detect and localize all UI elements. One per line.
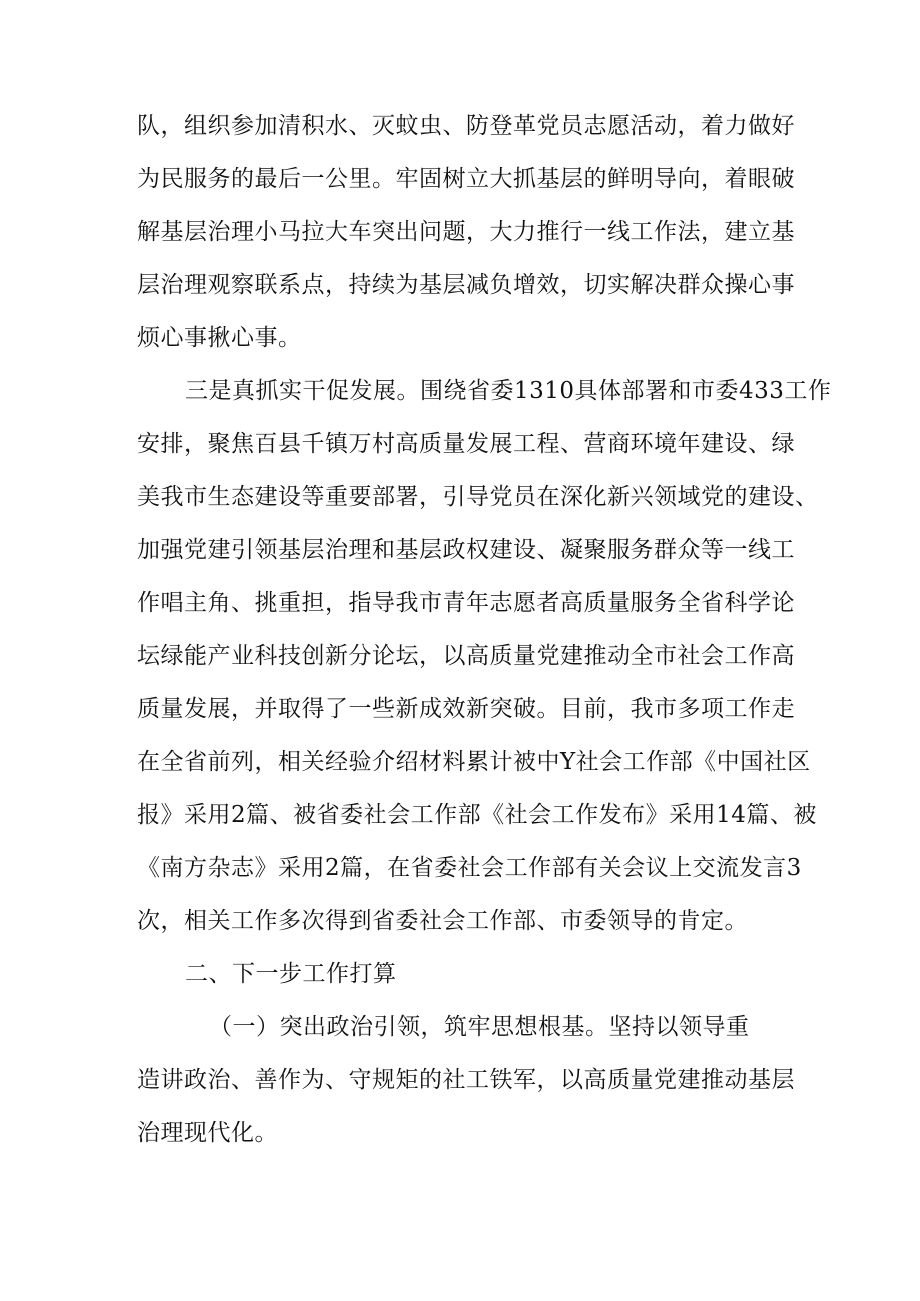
text-line: 安排，聚焦百县千镇万村高质量发展工程、营商环境年建设、绿 [137, 431, 795, 457]
text-line: 层治理观察联系点，持续为基层减负增效，切实解决群众操心事 [137, 272, 795, 298]
text-line: 作唱主角、挑重担，指导我市青年志愿者高质量服务全省科学论 [137, 590, 795, 616]
text-line: 造讲政治、善作为、守规矩的社工铁军，以高质量党建推动基层 [137, 1067, 795, 1093]
text-line: 三是真抓实干促发展。围绕省委1310具体部署和市委433工作 [185, 378, 832, 404]
text-line: 二、下一步工作打算 [185, 961, 397, 987]
text-line: 坛绿能产业科技创新分论坛，以高质量党建推动全市社会工作高 [137, 643, 795, 669]
text-line: 在全省前列，相关经验介绍材料累计被中Y社会工作部《中国社区 [137, 749, 811, 775]
text-line: 治理现代化。 [137, 1120, 278, 1146]
text-line: 为民服务的最后一公里。牢固树立大抓基层的鲜明导向，着眼破 [137, 166, 795, 192]
text-line: 解基层治理小马拉大车突出问题，大力推行一线工作法，建立基 [137, 219, 795, 245]
text-line: （一）突出政治引领，筑牢思想根基。坚持以领导重 [209, 1014, 750, 1040]
text-line: 质量发展，并取得了一些新成效新突破。目前，我市多项工作走 [137, 696, 795, 722]
text-line: 报》采用2篇、被省委社会工作部《社会工作发布》采用14篇、被 [137, 802, 817, 828]
text-line: 队，组织参加清积水、灭蚊虫、防登革党员志愿活动，着力做好 [137, 113, 795, 139]
text-line: 加强党建引领基层治理和基层政权建设、凝聚服务群众等一线工 [137, 537, 795, 563]
text-line: 次，相关工作多次得到省委社会工作部、市委领导的肯定。 [137, 908, 748, 934]
text-line: 美我市生态建设等重要部署，引导党员在深化新兴领域党的建设、 [137, 484, 819, 510]
body-text [137, 100, 832, 1160]
text-line: 《南方杂志》采用2篇，在省委社会工作部有关会议上交流发言3 [137, 855, 802, 881]
text-line: 烦心事揪心事。 [137, 325, 302, 351]
